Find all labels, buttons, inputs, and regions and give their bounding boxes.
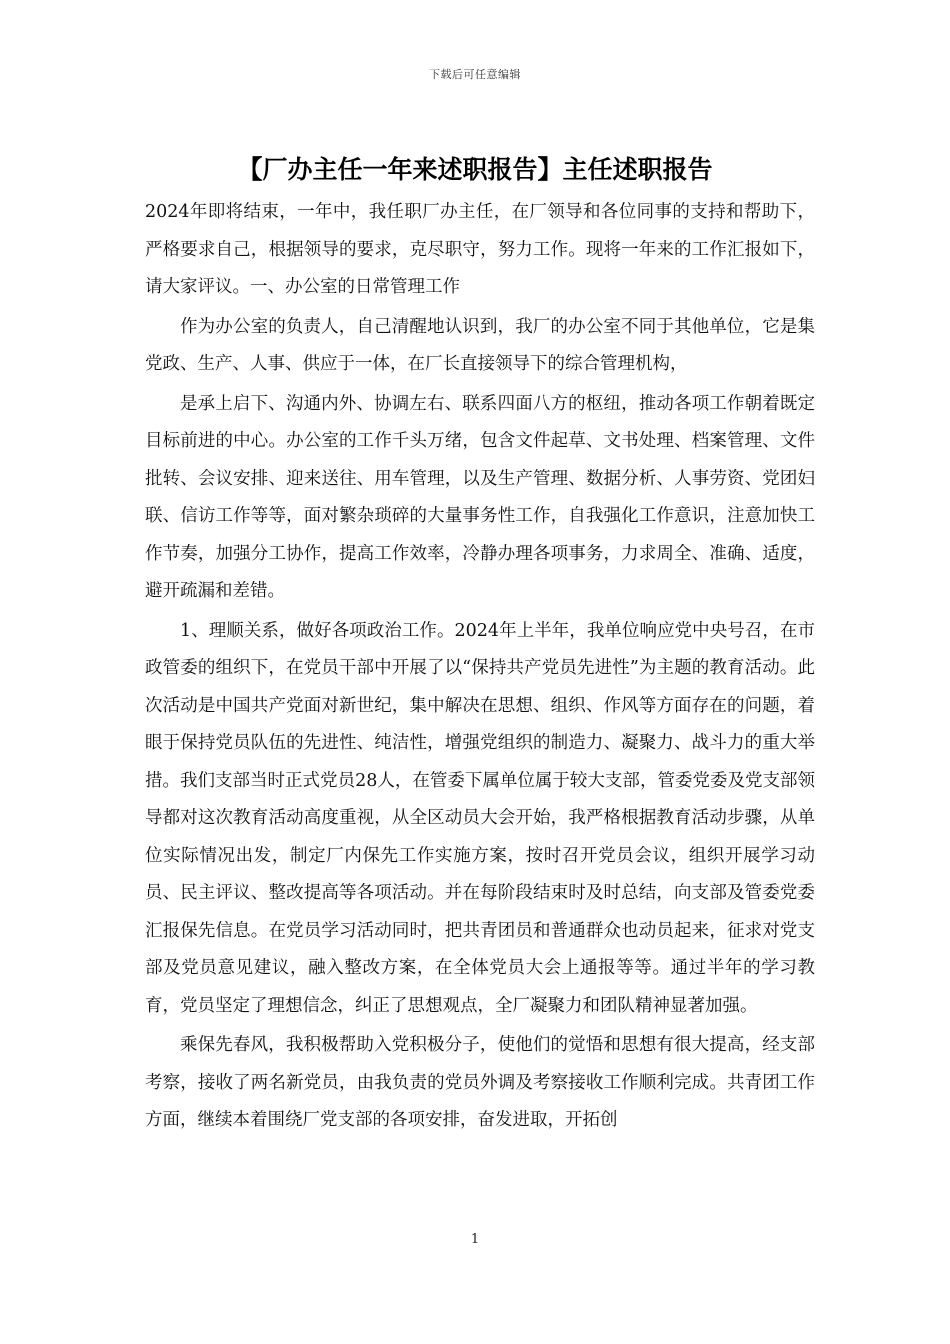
- document-title: 【厂办主任一年来述职报告】主任述职报告: [237, 155, 713, 184]
- paragraph-political-work: 1、理顺关系，做好各项政治工作。2024年上半年，我单位响应党中央号召，在市政管委的组织下，在党员干部中开展了以“保持共产党员先进性”为主题的教育活动。此次活动是中国共产党面对新世纪，集中解决在思想、组织、作风等方面存在的问题，着眼于保持党员队伍的先进性、纯洁性，增强党组织的制造力、凝聚力、战斗力的重大举措。我们支部当时正式党员28人，在管委下属单位属于较大支部，管委党委及党支部领导都对这次教育活动高度重视，从全区动员大会开始，我严格根据教育活动步骤，从单位实际情况出发，制定厂内保先工作实施方案，按时召开党员会议，组织开展学习动员、民主评议、整改提高等各项活动。并在每阶段结束时及时总结，向支部及管委党委汇报保先信息。在党员学习活动同时，把共青团员和普通群众也动员起来，征求对党支部及党员意见建议，融入整改方案，在全体党员大会上通报等等。通过半年的学习教育，党员坚定了理想信念，纠正了思想观点，全厂凝聚力和团队精神显著加强。: [145, 620, 815, 1016]
- page-number: 1: [470, 1232, 480, 1247]
- document-body: [145, 168, 815, 1142]
- paragraph-intro: 2024年即将结束，一年中，我任职厂办主任，在厂领导和各位同事的支持和帮助下，严格要求自己，根据领导的要求，克尽职守，努力工作。现将一年来的工作汇报如下，请大家评议。一、办公室的日常管理工作: [145, 202, 815, 297]
- paragraph-office-hub: 是承上启下、沟通内外、协调左右、联系四面八方的枢纽，推动各项工作朝着既定目标前进的中心。办公室的工作千头万绪，包含文件起草、文书处理、档案管理、文件批转、会议安排、迎来送往、用车管理，以及生产管理、数据分析、人事劳资、党团妇联、信访工作等等，面对繁杂琐碎的大量事务性工作，自我强化工作意识，注意加快工作节奏，加强分工协作，提高工作效率，冷静办理各项事务，力求周全、准确、适度，避开疏漏和差错。: [145, 393, 815, 601]
- paragraph-office-role: 作为办公室的负责人，自己清醒地认识到，我厂的办公室不同于其他单位，它是集党政、生产、人事、供应于一体，在厂长直接领导下的综合管理机构，: [145, 316, 815, 374]
- paragraph-party-recruitment: 乘保先春风，我积极帮助入党积极分子，使他们的觉悟和思想有很大提高，经支部考察，接收了两名新党员，由我负责的党员外调及考察接收工作顺利完成。共青团工作方面，继续本着围绕厂党支部的各项安排，奋发进取，开拓创: [145, 1035, 815, 1130]
- header-note: 下载后可任意编辑: [429, 68, 521, 81]
